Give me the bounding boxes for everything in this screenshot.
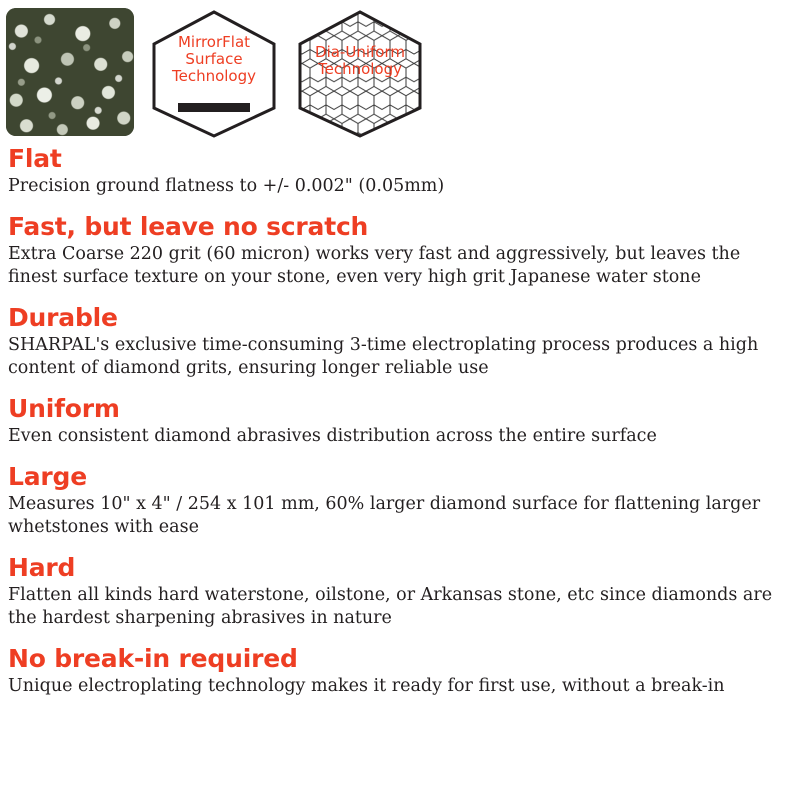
feature-item xyxy=(8,212,786,289)
feature-item xyxy=(8,303,786,380)
feature-title: Large xyxy=(8,462,87,491)
feature-item xyxy=(8,394,786,448)
feature-body: Flatten all kinds hard waterstone, oilstone, or Arkansas stone, etc since diamonds are the hardest sharpening abrasives in nature xyxy=(8,585,773,628)
badge-mirrorflat-surface-technology xyxy=(148,8,280,140)
feature-item xyxy=(8,462,786,539)
badge-row xyxy=(0,0,800,136)
diamond-plate-surface-swatch xyxy=(6,8,134,136)
badge-dia-uniform-label: Dia-Uniform Technology xyxy=(315,43,405,78)
feature-title: Fast, but leave no scratch xyxy=(8,212,369,241)
flat-bar-icon xyxy=(148,8,280,140)
feature-body: Extra Coarse 220 grit (60 micron) works very fast and aggressively, but leaves the finest surface texture on your stone, even very high grit Japanese water stone xyxy=(8,244,741,287)
badge-dia-uniform-technology xyxy=(294,8,426,140)
feature-body: Even consistent diamond abrasives distribution across the entire surface xyxy=(8,426,657,446)
feature-body: SHARPAL's exclusive time-consuming 3-time electroplating process produces a high content of diamond grits, ensuring longer reliable use xyxy=(8,335,759,378)
feature-title: Hard xyxy=(8,553,76,582)
surface-speckle-texture xyxy=(6,8,134,136)
feature-title: Uniform xyxy=(8,394,120,423)
badge-mirrorflat-label: MirrorFlat Surface Technology xyxy=(171,33,257,85)
feature-item xyxy=(8,144,786,198)
feature-body: Unique electroplating technology makes it ready for first use, without a break-in xyxy=(8,676,725,696)
feature-item xyxy=(8,644,786,698)
feature-title: Durable xyxy=(8,303,118,332)
feature-list xyxy=(0,136,800,698)
feature-title: No break-in required xyxy=(8,644,298,673)
feature-title: Flat xyxy=(8,144,62,173)
feature-body: Measures 10" x 4" / 254 x 101 mm, 60% larger diamond surface for flattening larger whetstones with ease xyxy=(8,494,761,537)
feature-item xyxy=(8,553,786,630)
feature-body: Precision ground flatness to +/- 0.002" (0.05mm) xyxy=(8,176,445,196)
